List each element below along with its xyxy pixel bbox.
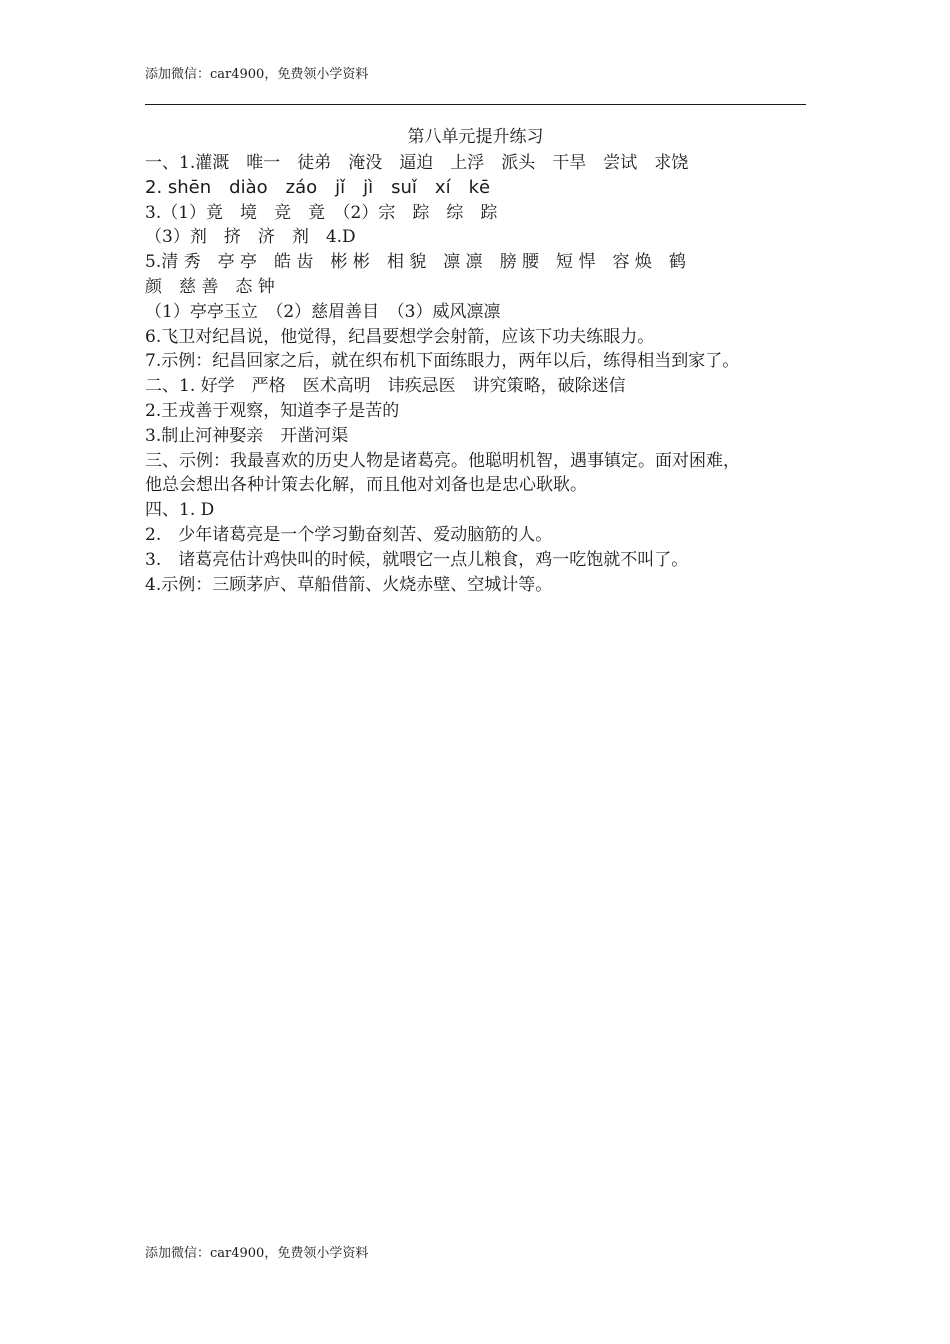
answer-content — [145, 151, 810, 597]
footer-watermark-text: 添加微信：car4900，免费领小学资料 — [145, 1246, 369, 1261]
answer-line-6: 颜 慈 善 态 钟 — [145, 276, 275, 297]
answer-line-13: 三、示例：我最喜欢的历史人物是诸葛亮。他聪明机智，遇事镇定。面对困难， — [145, 450, 740, 471]
answer-line-11: 2.王戎善于观察，知道李子是苦的 — [145, 400, 400, 421]
answer-line-4: （3）剂 挤 济 剂 4.D — [145, 227, 356, 248]
answer-line-3: 3.（1）竟 境 竞 竟 （2）宗 踪 综 踪 — [145, 202, 498, 223]
answer-line-pinyin: 2. shēn diào záo jǐ jì suǐ xí kē — [145, 176, 491, 198]
answer-line-8: 6.飞卫对纪昌说，他觉得，纪昌要想学会射箭，应该下功夫练眼力。 — [145, 326, 655, 347]
answer-line-12: 3.制止河神娶亲 开凿河渠 — [145, 425, 349, 446]
header-divider — [145, 104, 806, 105]
answer-line-7: （1）亭亭玉立 （2）慈眉善目 （3）威风凛凛 — [145, 301, 501, 322]
answer-line-9: 7.示例：纪昌回家之后，就在织布机下面练眼力，两年以后，练得相当到家了。 — [145, 351, 740, 372]
answer-line-14: 他总会想出各种计策去化解，而且他对刘备也是忠心耿耿。 — [145, 475, 587, 496]
answer-line-18: 4.示例：三顾茅庐、草船借箭、火烧赤壁、空城计等。 — [145, 574, 553, 595]
answer-line-5: 5.清 秀 亭 亭 皓 齿 彬 彬 相 貌 凛 凛 膀 腰 短 悍 容 焕 鹤 — [145, 252, 686, 273]
answer-line-1: 一、1.灌溉 唯一 徒弟 淹没 逼迫 上浮 派头 干旱 尝试 求饶 — [145, 153, 689, 173]
answer-line-16: 2. 少年诸葛亮是一个学习勤奋刻苦、爱动脑筋的人。 — [145, 524, 553, 545]
header-watermark-text: 添加微信：car4900，免费领小学资料 — [145, 67, 369, 82]
page-title: 第八单元提升练习 — [407, 127, 544, 147]
answer-line-17: 3. 诸葛亮估计鸡快叫的时候，就喂它一点儿粮食，鸡一吃饱就不叫了。 — [145, 549, 689, 570]
answer-line-10: 二、1. 好学 严格 医术高明 讳疾忌医 讲究策略，破除迷信 — [145, 376, 626, 397]
answer-line-15: 四、1. D — [145, 500, 215, 521]
